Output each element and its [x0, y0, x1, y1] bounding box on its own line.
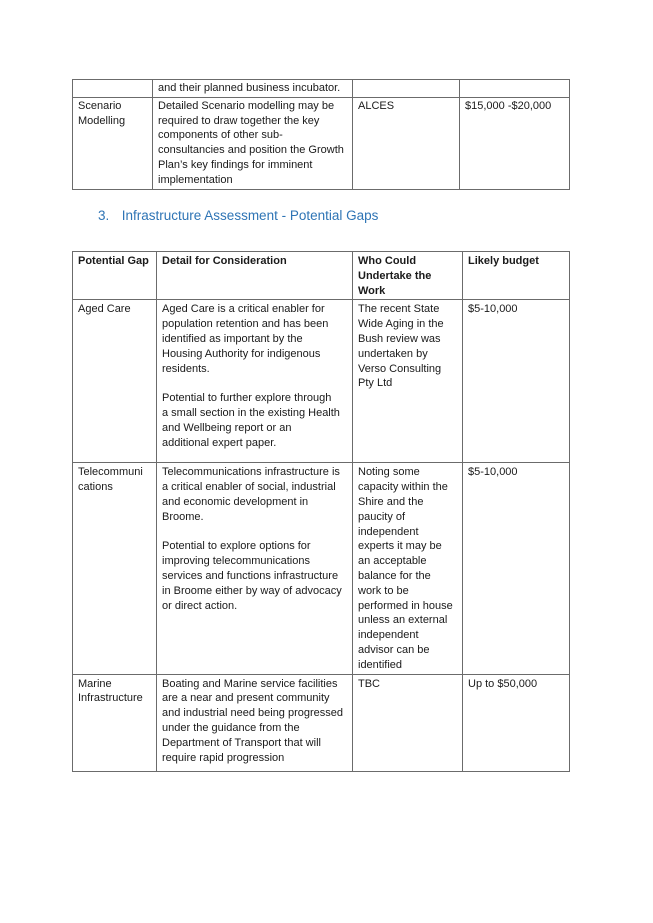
- cell-text-line: Detailed Scenario modelling may be: [158, 99, 335, 112]
- table-row: [73, 80, 570, 98]
- cell-who: [353, 80, 460, 98]
- cell-who: [353, 463, 463, 674]
- cell-detail: [157, 463, 353, 674]
- cell-text-line: Bush review was: [358, 332, 441, 345]
- table-row: [73, 97, 570, 189]
- cell-text-line: Aged Care is a critical enabler for: [162, 303, 325, 316]
- cell-gap: [73, 463, 157, 674]
- cell-text-line: and their planned business incubator.: [158, 82, 341, 94]
- cell-text-line: $5-10,000: [468, 466, 518, 479]
- cell-text-line: Telecommunications infrastructure is: [162, 466, 340, 479]
- cell-text-line: a critical enabler of social, industrial: [162, 481, 336, 494]
- header-budget: Likely budget: [463, 252, 570, 300]
- paragraph-gap: [162, 525, 347, 540]
- cell-text-line: Scenario: [78, 99, 122, 112]
- cell-text-line: or direct action.: [162, 599, 238, 612]
- cell-text-line: are a near and present community: [162, 692, 330, 705]
- cell-budget: [460, 97, 570, 189]
- table-row: [73, 300, 570, 463]
- cell-text-line: an acceptable: [358, 555, 427, 568]
- cell-who: [353, 674, 463, 771]
- cell-text-line: and Wellbeing report or an: [162, 421, 292, 434]
- cell-text-line: advisor can be: [358, 643, 430, 656]
- cell-text-line: Plan’s key findings for imminent: [158, 158, 313, 171]
- cell-text-line: work to be: [358, 584, 409, 597]
- cell-detail: [153, 80, 353, 98]
- cell-detail: [153, 97, 353, 189]
- cell-text-line: a small section in the existing Health: [162, 406, 340, 419]
- cell-text-line: Up to $50,000: [468, 677, 538, 690]
- cell-text-line: undertaken by: [358, 347, 428, 360]
- cell-text-line: Wide Aging in the: [358, 318, 444, 331]
- cell-text-line: Aged Care: [78, 303, 131, 316]
- cell-text-line: components of other sub-: [158, 129, 283, 142]
- cell-text-line: Department of Transport that will: [162, 736, 321, 749]
- cell-text-line: ALCES: [358, 99, 395, 112]
- section-number: 3.: [98, 208, 110, 223]
- cell-text-line: additional expert paper.: [162, 436, 277, 449]
- cell-text-line: under the guidance from the: [162, 721, 300, 734]
- cell-text-line: in Broome either by way of advocacy: [162, 584, 342, 597]
- cell-text-line: The recent State: [358, 303, 440, 316]
- cell-text-line: capacity within the: [358, 481, 448, 494]
- cell-text-line: Modelling: [78, 114, 126, 127]
- cell-text-line: independent: [358, 525, 419, 538]
- table-row: [73, 674, 570, 771]
- header-detail: Detail for Consideration: [157, 252, 353, 300]
- section-title: Infrastructure Assessment - Potential Gaps: [121, 208, 379, 223]
- cell-text-line: Marine: [78, 677, 112, 690]
- cell-who: [353, 300, 463, 463]
- paragraph-gap: [162, 376, 347, 391]
- cell-text-line: identified as important by the: [162, 332, 303, 345]
- cell-text-line: and economic development in: [162, 495, 309, 508]
- cell-budget: [463, 463, 570, 674]
- cell-text-line: consultancies and position the Growth: [158, 144, 344, 157]
- cell-text-line: $5-10,000: [468, 303, 518, 316]
- cell-text-line: TBC: [358, 677, 380, 690]
- cell-budget: [460, 80, 570, 98]
- cell-text-line: Broome.: [162, 510, 204, 523]
- cell-text-line: Shire and the: [358, 495, 424, 508]
- cell-text-line: $15,000 -$20,000: [465, 99, 552, 112]
- cell-gap: [73, 300, 157, 463]
- cell-item: [73, 80, 153, 98]
- cell-text-line: Pty Ltd: [358, 377, 393, 390]
- cell-who: [353, 97, 460, 189]
- cell-text-line: Noting some: [358, 466, 420, 479]
- cell-text-line: cations: [78, 481, 113, 494]
- cell-budget: [463, 300, 570, 463]
- cell-text-line: performed in house: [358, 599, 453, 612]
- cell-text-line: Boating and Marine service facilities: [162, 677, 338, 690]
- cell-text-line: Undertake the: [358, 269, 432, 282]
- section-heading: [98, 208, 378, 223]
- cell-text-line: Work: [358, 284, 386, 297]
- cell-text-line: require rapid progression: [162, 751, 285, 764]
- cell-text-line: identified: [358, 658, 403, 671]
- cell-text-line: unless an external: [358, 614, 448, 627]
- header-who: [353, 252, 463, 300]
- cell-gap: [73, 674, 157, 771]
- potential-gaps-table: [72, 251, 570, 772]
- cell-text-line: Housing Authority for indigenous: [162, 347, 321, 360]
- cell-text-line: services and functions infrastructure: [162, 569, 339, 582]
- cell-text-line: population retention and has been: [162, 318, 329, 331]
- cell-text-line: Potential to further explore through: [162, 392, 332, 405]
- cell-text-line: Infrastructure: [78, 692, 143, 705]
- scope-table-continued: [72, 79, 570, 190]
- cell-text-line: Verso Consulting: [358, 362, 442, 375]
- cell-text-line: implementation: [158, 173, 233, 186]
- cell-text-line: improving telecommunications: [162, 555, 310, 568]
- cell-detail: [157, 674, 353, 771]
- cell-item: [73, 97, 153, 189]
- cell-text-line: paucity of: [358, 510, 406, 523]
- table-row: [73, 463, 570, 674]
- cell-text-line: and industrial need being progressed: [162, 707, 344, 720]
- cell-detail: [157, 300, 353, 463]
- header-potential-gap: Potential Gap: [73, 252, 157, 300]
- cell-text-line: independent: [358, 629, 419, 642]
- cell-text-line: required to draw together the key: [158, 114, 320, 127]
- cell-budget: [463, 674, 570, 771]
- cell-text-line: Potential to explore options for: [162, 540, 311, 553]
- cell-text-line: balance for the: [358, 569, 431, 582]
- cell-text-line: experts it may be: [358, 540, 442, 553]
- cell-text-line: Who Could: [358, 255, 417, 267]
- table-header-row: [73, 252, 570, 300]
- cell-text-line: Telecommuni: [78, 466, 143, 479]
- cell-text-line: residents.: [162, 362, 210, 375]
